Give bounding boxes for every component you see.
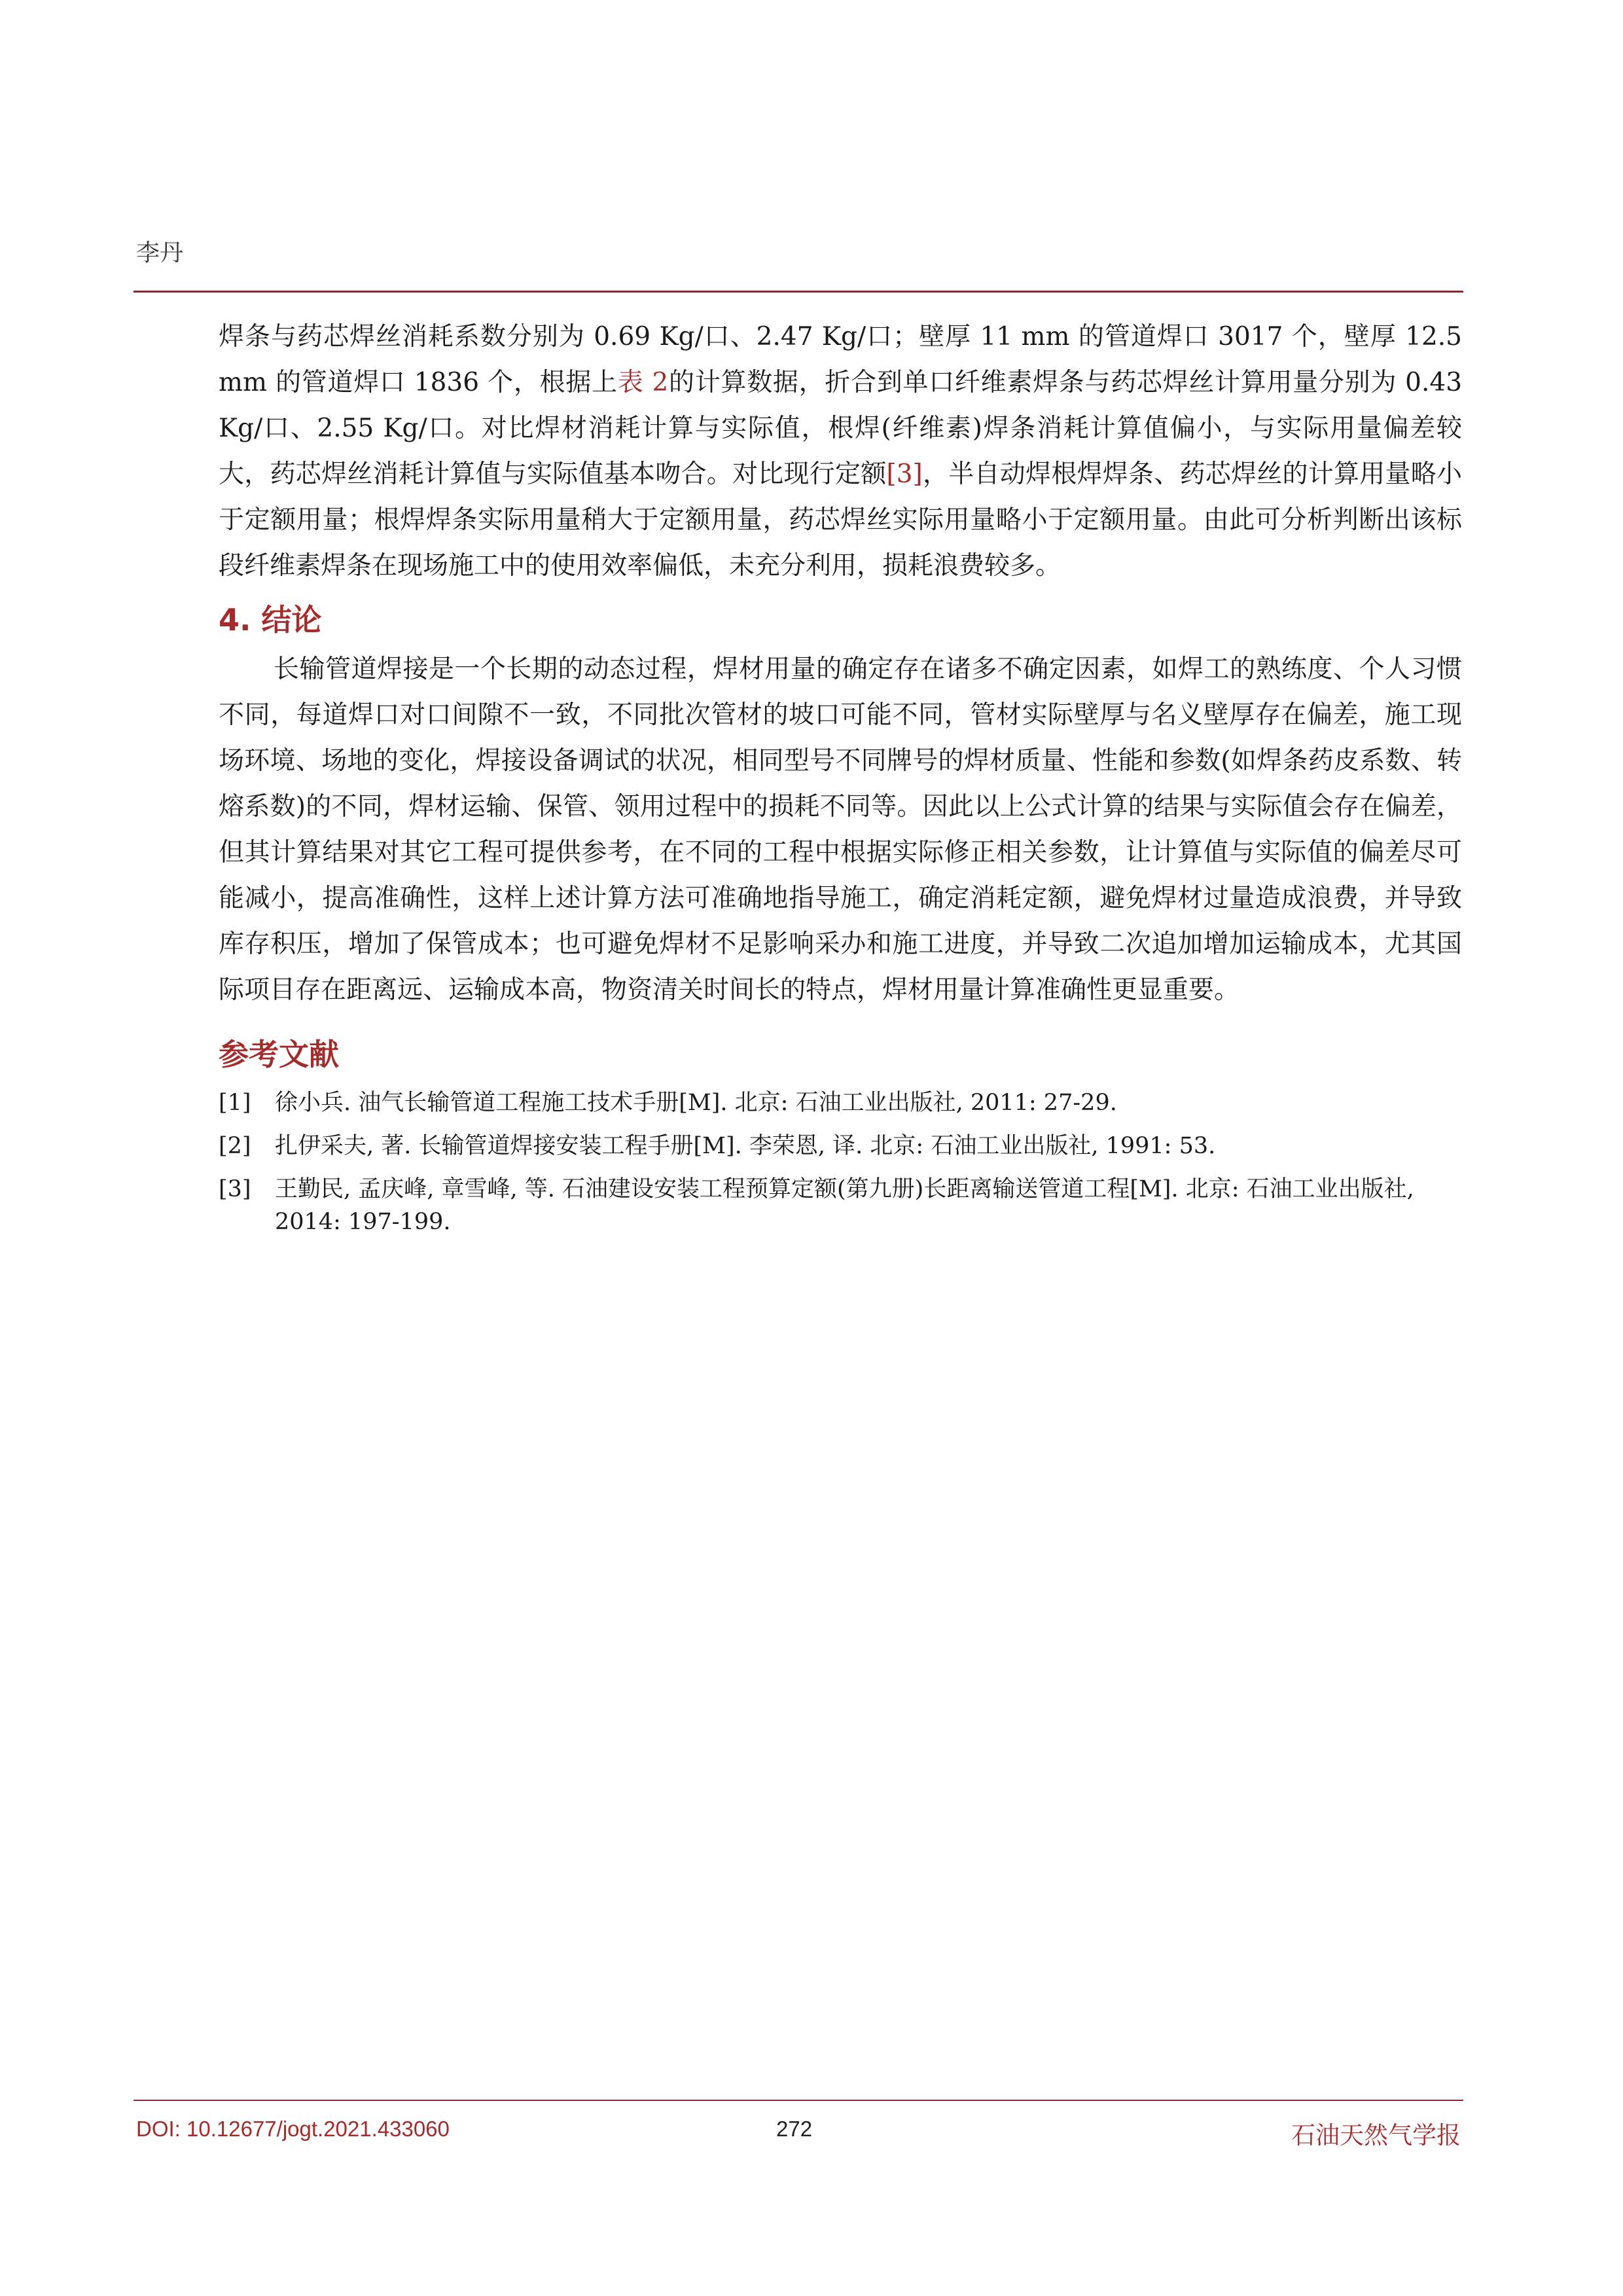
footer-doi-link[interactable]: DOI: 10.12677/jogt.2021.433060 bbox=[136, 2117, 450, 2141]
running-header-author: 李丹 bbox=[136, 240, 184, 266]
article-body bbox=[219, 314, 1462, 1249]
reference-item bbox=[219, 1086, 1462, 1119]
section-title-conclusion: 4. 结论 bbox=[219, 602, 322, 637]
section-title-references: 参考文献 bbox=[219, 1037, 339, 1072]
reference-item bbox=[219, 1173, 1462, 1238]
paragraph-conclusion: 长输管道焊接是一个长期的动态过程，焊材用量的确定存在诸多不确定因素，如焊工的熟练度、个人习惯不同，每道焊口对口间隙不一致，不同批次管材的坡口可能不同，管材实际壁厚与名义壁厚存在偏差，施工现场环境、场地的变化，焊接设备调试的状况，相同型号不同牌号的焊材质量、性能和参数(如焊条药皮系数、转熔系数)的不同，焊材运输、保管、领用过程中的损耗不同等。因此以上公式计算的结果与实际值会存在偏差，但其计算结果对其它工程可提供参考，在不同的工程中根据实际修正相关参数，让计算值与实际值的偏差尽可能减小，提高准确性，这样上述计算方法可准确地指导施工，确定消耗定额，避免焊材过量造成浪费，并导致库存积压，增加了保管成本；也可避免焊材不足影响采办和施工进度，并导致二次追加增加运输成本，尤其国际项目存在距离远、运输成本高，物资清关时间长的特点，焊材用量计算准确性更显重要。 bbox=[219, 655, 1462, 1005]
paragraph-text: 的计算数据，折合到单口纤维素焊条与药芯焊丝计算用量分别为 0.43 Kg/口、2.55 Kg/口。对比焊材消耗计算与实际值，根焊(纤维素)焊条消耗计算值偏小，与实际用量偏差较大，药芯焊丝消耗计算值与实际值基本吻合。对比现行定额 bbox=[219, 368, 1463, 489]
reference-number: [2] bbox=[219, 1133, 251, 1159]
citation-3-link[interactable]: [3] bbox=[886, 459, 923, 489]
footer-divider bbox=[134, 2100, 1463, 2101]
header-divider bbox=[134, 291, 1463, 293]
reference-item bbox=[219, 1130, 1462, 1162]
paragraph-text: ，半自动焊根焊焊条、药芯焊丝的计算用量略小于定额用量；根焊焊条实际用量稍大于定额用量，药芯焊丝实际用量略小于定额用量。由此可分析判断出该标段纤维素焊条在现场施工中的使用效率偏低，未充分利用，损耗浪费较多。 bbox=[219, 459, 1462, 581]
reference-text: 徐小兵. 油气长输管道工程施工技术手册[M]. 北京: 石油工业出版社, 2011: 27-29. bbox=[275, 1090, 1117, 1116]
page-number: 272 bbox=[776, 2117, 813, 2141]
paragraph-text: 焊条与药芯焊丝消耗系数分别为 0.69 Kg/口、2.47 Kg/口；壁厚 11 mm 的管道焊口 3017 个，壁厚 12.5 mm 的管道焊口 1836 个，根据上 bbox=[219, 322, 1462, 397]
reference-number: [1] bbox=[219, 1090, 251, 1116]
table-2-link[interactable]: 表 2 bbox=[617, 368, 669, 397]
footer-journal-name: 石油天然气学报 bbox=[1291, 2121, 1461, 2149]
paragraph-results bbox=[219, 314, 1462, 589]
reference-text: 王勤民, 孟庆峰, 章雪峰, 等. 石油建设安装工程预算定额(第九册)长距离输送管道工程[M]. 北京: 石油工业出版社, 2014: 197-199. bbox=[275, 1176, 1414, 1235]
reference-number: [3] bbox=[219, 1176, 251, 1202]
reference-list bbox=[219, 1086, 1462, 1238]
reference-text: 扎伊采夫, 著. 长输管道焊接安装工程手册[M]. 李荣恩, 译. 北京: 石油工业出版社, 1991: 53. bbox=[275, 1133, 1216, 1159]
